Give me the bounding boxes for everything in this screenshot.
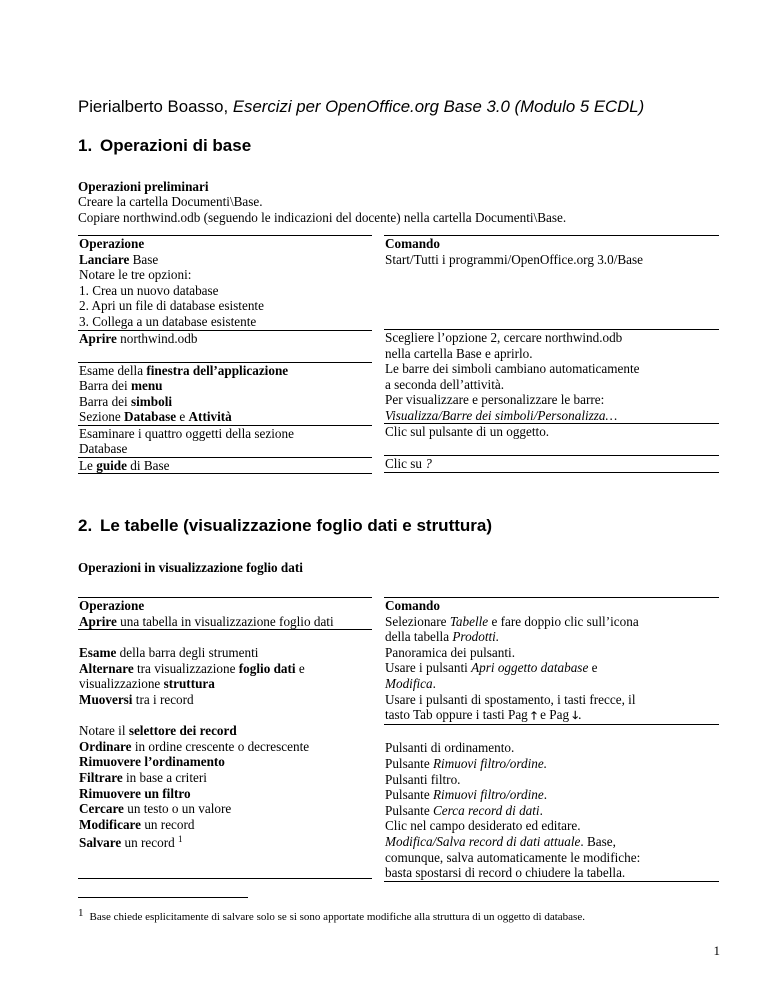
- table-row: Scegliere l’opzione 2, cercare northwind.odb nella cartella Base e aprirlo.: [384, 329, 719, 361]
- table-row: Esame della finestra dell’applicazione Barra dei menu Barra dei simboli Sezione Database e Attività: [78, 362, 372, 425]
- table-2-left-column: [78, 597, 372, 879]
- prelim-heading: Operazioni preliminari: [78, 179, 209, 194]
- footnote-separator: [78, 897, 248, 898]
- table-row: Esame della barra degli strumenti Alternare tra visualizzazione foglio dati e visualizzazione struttura Muoversi tra i record Notare il selettore dei record Ordinare in ordine crescente o decrescente Rimuovere l’ordinamento Filtrare in base a criteri Rimuovere un filtro Cercare un testo o un valore Modificare un record Salvare un record $^1$: [78, 629, 372, 878]
- footnote: $^1$ Base chiede esplicitamente di salvare solo se si sono apportate modifiche alla struttura di un oggetto di database.: [78, 907, 585, 923]
- arrow-down-icon: 🡓: [572, 709, 579, 723]
- document-header: Pierialberto Boasso, Esercizi per OpenOffice.org Base 3.0 (Modulo 5 ECDL): [78, 97, 645, 116]
- table-1-right-column: [384, 235, 719, 473]
- table-row: Aprire northwind.odb: [78, 330, 372, 362]
- page-number: 1: [713, 943, 720, 958]
- datasheet-subheading: Operazioni in visualizzazione foglio dati: [78, 560, 303, 575]
- table-row: Operazione Lanciare Base Notare le tre opzioni: 1. Crea un nuovo database 2. Apri un file di database esistente 3. Collega a un database esistente: [79, 236, 264, 329]
- document-title: Esercizi per OpenOffice.org Base 3.0 (Modulo 5 ECDL): [232, 97, 645, 116]
- table-row: Operazione Aprire una tabella in visualizzazione foglio dati: [79, 598, 334, 629]
- section-1-heading: 1. Operazioni di base: [78, 136, 252, 155]
- table-row: Panoramica dei pulsanti. Usare i pulsanti Apri oggetto database e Modifica. Usare i pulsanti di spostamento, i tasti frecce, il tasto Tab oppure i tasti Pag 🡑 e Pag 🡓.: [385, 644, 636, 723]
- table-2-right-column: [384, 597, 719, 882]
- table-row: Clic sul pulsante di un oggetto.: [384, 423, 719, 455]
- table-row: Clic su ?: [384, 455, 719, 472]
- table-1-left-column: [78, 235, 372, 474]
- section-2-heading: 2. Le tabelle (visualizzazione foglio dati e struttura): [78, 516, 493, 535]
- table-row: Le guide di Base: [78, 457, 372, 474]
- author-name: Pierialberto Boasso: [78, 97, 224, 116]
- table-row: Pulsanti di ordinamento. Pulsante Rimuovi filtro/ordine. Pulsanti filtro. Pulsante Rimuovi filtro/ordine. Pulsante Cerca record di dati. Clic nel campo desiderato ed editare. Modifica/Salva record di dati attuale. Base, comunque, salva automaticamente le modifiche: basta spostarsi di record o chiudere la tabella.: [384, 724, 719, 881]
- table-row: Le barre dei simboli cambiano automaticamente a seconda dell’attività. Per visualizzare e personalizzare le barre: Visualizza/Barre dei simboli/Personalizza…: [385, 361, 640, 423]
- table-row: Comando Start/Tutti i programmi/OpenOffice.org 3.0/Base: [385, 236, 643, 267]
- prelim-text: Creare la cartella Documenti\Base. Copiare northwind.odb (seguendo le indicazioni del docente) nella cartella Documenti\Base.: [78, 194, 567, 225]
- table-row: Comando Selezionare Tabelle e fare doppio clic sull’icona della tabella Prodotti.: [385, 598, 639, 645]
- arrow-up-icon: 🡑: [531, 709, 537, 723]
- table-row: Esaminare i quattro oggetti della sezione Database: [78, 425, 372, 457]
